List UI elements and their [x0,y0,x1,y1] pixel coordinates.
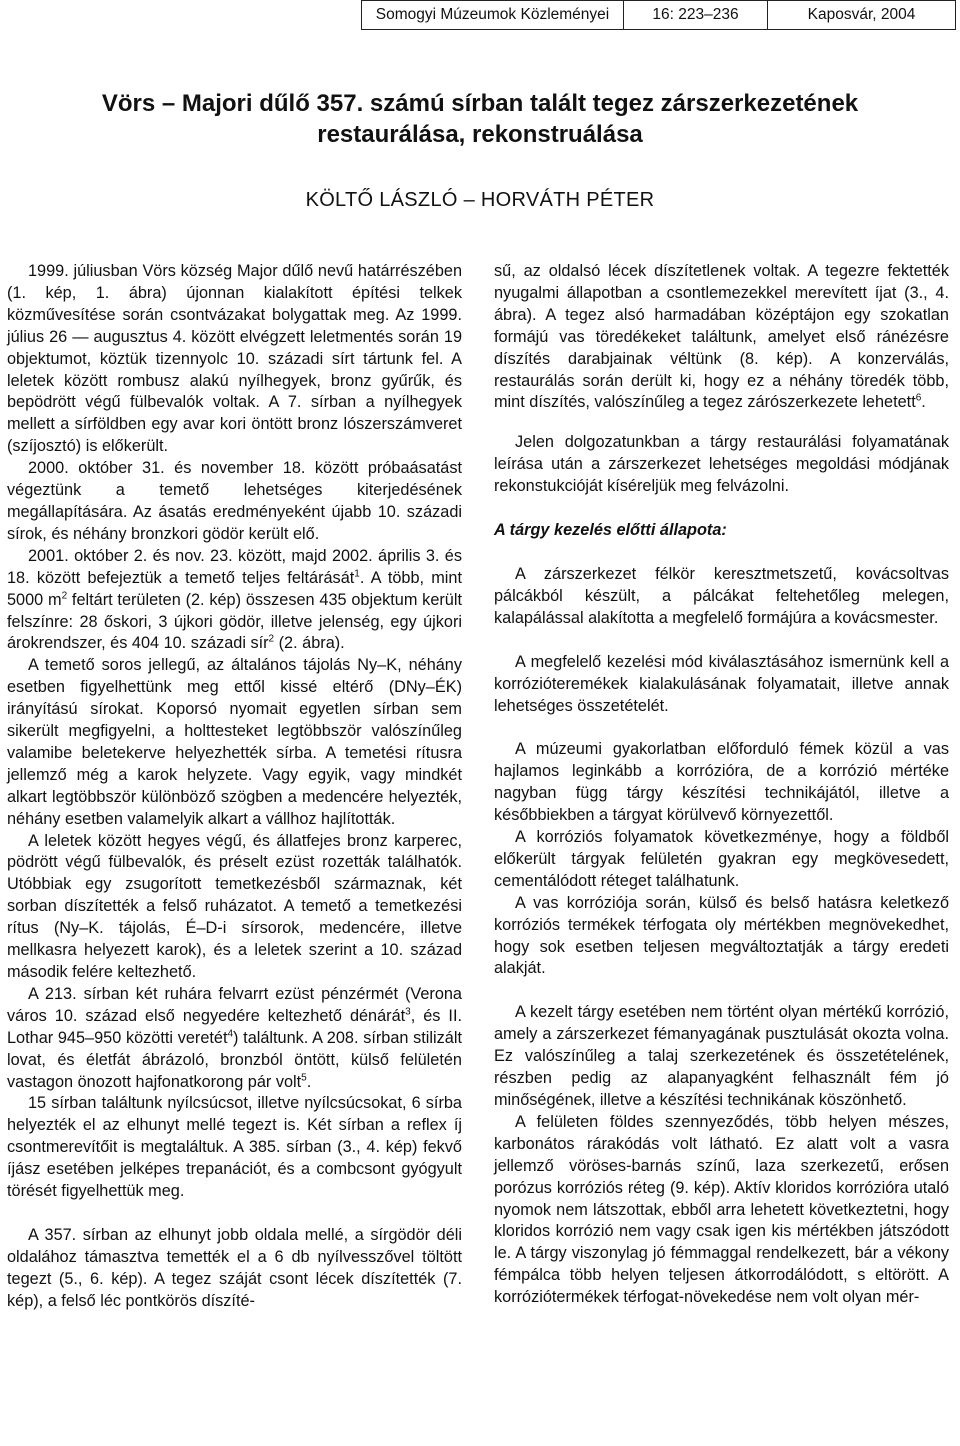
paragraph: A zárszerkezet félkör keresztmetszetű, kovácsoltvas pálcákból készült, a pálcákat feltehetőleg melegen, kalapálással alakította a megfelelő formájúra a kovácsmester. [494,564,949,627]
title-line-1: Vörs – Majori dűlő 357. számú sírban talált tegez zárszerkezetének [101,90,859,117]
place-year: Kaposvár, 2004 [807,6,916,23]
journal-header [361,0,956,30]
paragraph: A 357. sírban az elhunyt jobb oldala mellé, a sírgödör déli oldalához támasztva temették el a 6 db nyílvesszővel töltött tegezt (5., 6. kép). A tegez száját csont lécek díszítették (7. kép), a felső léc pontkörös díszíté- [7,1225,462,1310]
section-heading: A tárgy kezelés előtti állapota: [494,521,727,540]
left-column [7,261,462,1313]
journal-name: Somogyi Múzeumok Közleményei [362,1,624,29]
paragraph: A korróziós folyamatok következménye, hogy a földből előkerült tárgyak felületén gyakran egy megkövesedett, cementálódott réteget találhatunk. [494,828,949,890]
article-title [0,88,960,150]
footnote-ref: 3 [405,1006,411,1018]
paragraph: A kezelt tárgy esetében nem történt olyan mértékű korrózió, amely a zárszerkezet fémanyagának pusztulását okozta volna. Ez valószínűleg a talaj szerkezetének és összetételének, részben pedig az alapanyagként felhasznált fém jó minőségének, illetve a készítési technikának köszönhető. [494,1003,949,1109]
paragraph: A temető soros jellegű, az általános tájolás Ny–K, néhány esetben figyelhettünk meg ettől kissé eltérő (DNy–ÉK) irányítású sírokat. Koporsó nyomait egyetlen sírban sem sikerült megfigyelni, a holttesteket legtöbbször valószínűleg valamibe beletekerve helyezhették sírba. A temetési rítusra jellemző még a karok helyzete. Vagy egyik, vagy mindkét alkart legtöbbször különböző szögben a medencére helyezték, néhány esetben valamelyik alkart a vállhoz hajlították. [7,656,462,828]
paragraph: A leletek között hegyes végű, és állatfejes bronz karperec, pödrött végű fülbevalók, és préselt ezüst rozetták találhatók. Utóbbiak egy zsugorított temetkezésből származnak, két sorban díszítették a felső ruházatot. A temető a temetkezési rítus (Ny–K. tájolás, É–D-i sírsorok, medencére, illetve mellkasra helyezett karok), és a leletek szerint a 10. század második felére keltezhető. [7,831,462,981]
paragraph: A múzeumi gyakorlatban előforduló fémek közül a vas hajlamos leginkább a korrózióra, de a korrózió mértéke nagyban függ tárgy készítési technikájától, illetve a későbbiekben a tárgyat körülvevő környezettől. [494,740,949,825]
paragraph: A vas korróziója során, külső és belső hatásra keletkező korróziós termékek térfogata oly mértékben megnövekedhet, hogy sok esetben teljesen megváltoztatják a tárgy eredeti alakját. [494,893,949,978]
superscript: 2 [61,590,68,602]
footnote-ref: 1 [354,568,360,580]
right-column [494,261,949,1309]
paragraph: A megfelelő kezelési mód kiválasztásához ismernünk kell a korrózióteremékek kialakulásának folyamatait, illetve annak lehetséges összetételét. [494,652,949,715]
paragraph: 2000. október 31. és november 18. között próbaásatást végeztünk a temető lehetséges kiterjedésének megállapítására. Az ásatás eredményeként újabb 10. századi sírok, és néhány bronzkori gödör került elő. [7,459,462,543]
paragraph: A 213. sírban két ruhára felvarrt ezüst pénzérmét (Verona város 10. század első negyedére keltezhető dénárát$^3$, és II. Lothar 945–950 közötti veretét$^4$) találtunk. A 208. sírban stilizált lovat, és életfát ábrázoló, bronzból öntött, külső felületén vastagon önozott hajfonatkorong pár volt$^5$. [7,984,462,1091]
title-line-2: restaurálása, rekonstruálása [317,121,643,148]
footnote-ref: 6 [915,393,922,405]
paragraph: sű, az oldalsó lécek díszítetlenek voltak. A tegezre fektették nyugalmi állapotban a csontlemezekkel merevített íjat (3., 4. ábra). A tegez alsó harmadában középtájon egy szokatlan formájú vas töredékeket találtunk, amelyet első ránézésre díszítés darabjainak véltünk (8. kép). A konzerválás, restaurálás során derült ki, hogy ez a néhány töredék több, mint díszítés, valószínűleg a tegez zárószerkezete lehetett$^6$. [494,262,949,412]
footnote-ref: 5 [301,1072,307,1084]
footnote-ref: 4 [227,1028,234,1040]
paragraph: Jelen dolgozatunkban a tárgy restaurálási folyamatának leírása után a zárszerkezet lehetséges megoldási módjának rekonstukcióját kíséreljük meg felvázolni. [494,433,949,496]
paragraph: 15 sírban találtunk nyílcsúcsot, illetve nyílcsúcsokat, 6 sírba helyezték el az elhunyt mellé tegezt is. Két sírban a reflex íj csontmerevítőit is megtaláltuk. A 385. sírban (3., 4. kép) fekvő íjász esetében jelképes trepanációt, és a combcsont gyógyult törését figyelhettük meg. [7,1094,462,1201]
paragraph: A felületen földes szennyeződés, több helyen mészes, karbonátos rárakódás volt látható. Ez alatt volt a vasra jellemző vöröses-barnás színű, laza szerkezetű, erősen porózus korróziós réteg (9. kép). Aktív kloridos korrózióra utaló nyomok nem látszottak, ebből arra lehetett következtetni, hogy kloridos korrózió nem vagy csak igen kis mértékben játszódott le. A tárgy viszonylag jó fémmaggal rendelkezett, bár a vékony fémpálca több helyen teljesen átkorrodálódott, s eltörött. A korróziótermékek térfogat-növekedése nem volt olyan mér- [494,1112,949,1307]
footnote-ref: 2 [268,633,275,645]
paragraph: 1999. júliusban Vörs község Major dűlő nevű határrészében (1. kép, 1. ábra) újonnan kialakított építési telkek közművesítése során csontvázakat bolygattak meg. Az 1999. július 26 — augusztus 4. között elvégzett leletmentés során 19 objektumot, köztük tizennyolc 10. századi sírt tártunk fel. A leletek között rombusz alakú nyílhegyek, bronz gyűrűk, és bepödrött végű fülbevalók voltak. A 7. sírban a nyílhegyek mellett a sírföldben egy avar kori öntött bronz lószerszámveret (szíjosztó) is előkerült. [7,262,462,456]
volume-pages: 16: 223–236 [624,1,768,29]
paragraph: 2001. október 2. és nov. 23. között, majd 2002. április 3. és 18. között befejeztük a temető teljes feltárását$^1$. A több, mint 5000 $m^2$ feltárt területen (2. kép) összesen 435 objektum került felszínre: 28 őskori, 3 újkori gödör, illetve jelenség, egy újkori árokrendszer, és 404 10. századi sír$^2$ (2. ábra). [7,546,462,653]
authors: KÖLTŐ LÁSZLÓ – HORVÁTH PÉTER [305,189,655,211]
